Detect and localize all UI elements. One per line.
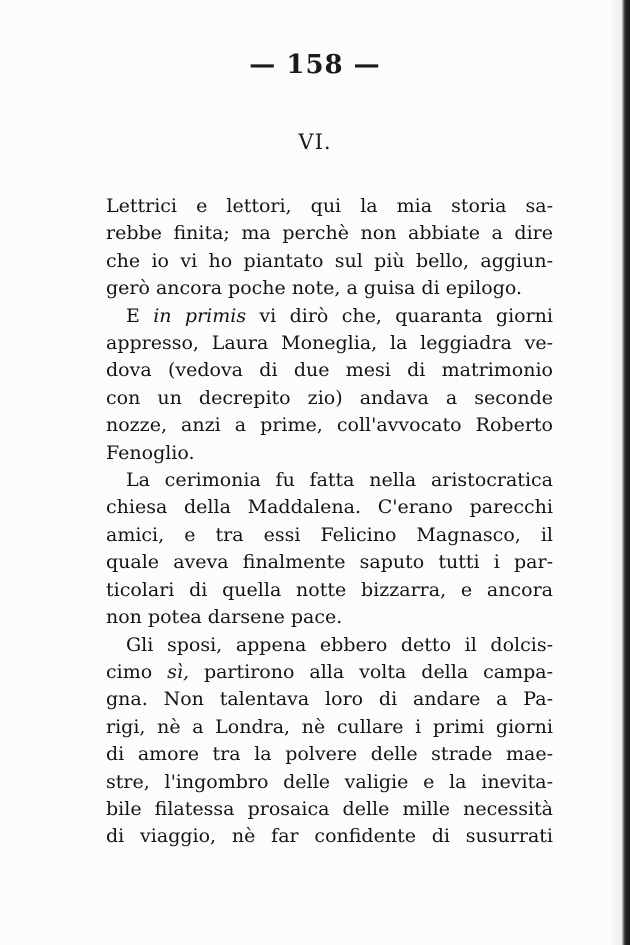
paragraph	[106, 303, 553, 467]
text-line: gna. Non talentava loro di andare a Pa-	[106, 688, 553, 711]
text-line: quale aveva finalmente saputo tutti i par-	[106, 551, 553, 574]
text-line: Lettrici e lettori, qui la mia storia sa-	[106, 195, 553, 217]
text-line: chiesa della Maddalena. C'erano parecchi	[106, 496, 553, 519]
text-segment: vi dirò che, quaranta giorni	[246, 304, 553, 327]
text-line: Fenoglio.	[106, 441, 195, 464]
text-line: Gli sposi, appena ebbero detto il dolcis-	[126, 633, 553, 656]
text-line: rebbe finita; ma perchè non abbiate a dire	[106, 222, 553, 245]
body-text	[106, 193, 553, 851]
text-line: bile filatessa prosaica delle mille necessità	[106, 797, 553, 820]
text-line: non potea darsene pace.	[106, 606, 343, 629]
text-line: rigi, nè a Londra, nè cullare i primi giorni	[106, 715, 553, 738]
text-line: stre, l'ingombro delle valigie e la inevita-	[106, 770, 553, 793]
chapter-heading: VI.	[298, 130, 332, 154]
text-line: dova (vedova di due mesi di matrimonio	[106, 359, 553, 382]
text-line: di amore tra la polvere delle strade mae-	[106, 743, 553, 766]
paragraph	[106, 193, 553, 303]
text-line: ticolari di quella notte bizzarra, e ancora	[106, 578, 553, 601]
text-line	[106, 659, 553, 686]
text-line: amici, e tra essi Felicino Magnasco, il	[106, 523, 553, 546]
text-line: nozze, anzi a prime, coll'avvocato Roberto	[106, 414, 553, 437]
paragraph	[106, 632, 553, 851]
text-line: con un decrepito zio) andava a seconde	[106, 386, 553, 409]
text-segment: cimo	[106, 660, 168, 683]
text-segment: E	[126, 304, 154, 327]
text-line: che io vi ho piantato sul più bello, aggiun-	[106, 249, 553, 272]
paragraph	[106, 467, 553, 631]
italic-text: in primis	[153, 304, 247, 327]
italic-text: sì,	[167, 660, 189, 683]
text-line: di viaggio, nè far confidente di susurrati	[106, 825, 553, 848]
page-number: — 158 —	[249, 50, 381, 80]
text-line: La cerimonia fu fatta nella aristocratica	[126, 469, 553, 492]
text-line	[106, 303, 553, 330]
text-line: appresso, Laura Moneglia, la leggiadra ve-	[106, 332, 553, 355]
text-line: gerò ancora poche note, a guisa di epilogo.	[106, 277, 523, 300]
text-segment: partirono alla volta della campa-	[189, 660, 554, 683]
